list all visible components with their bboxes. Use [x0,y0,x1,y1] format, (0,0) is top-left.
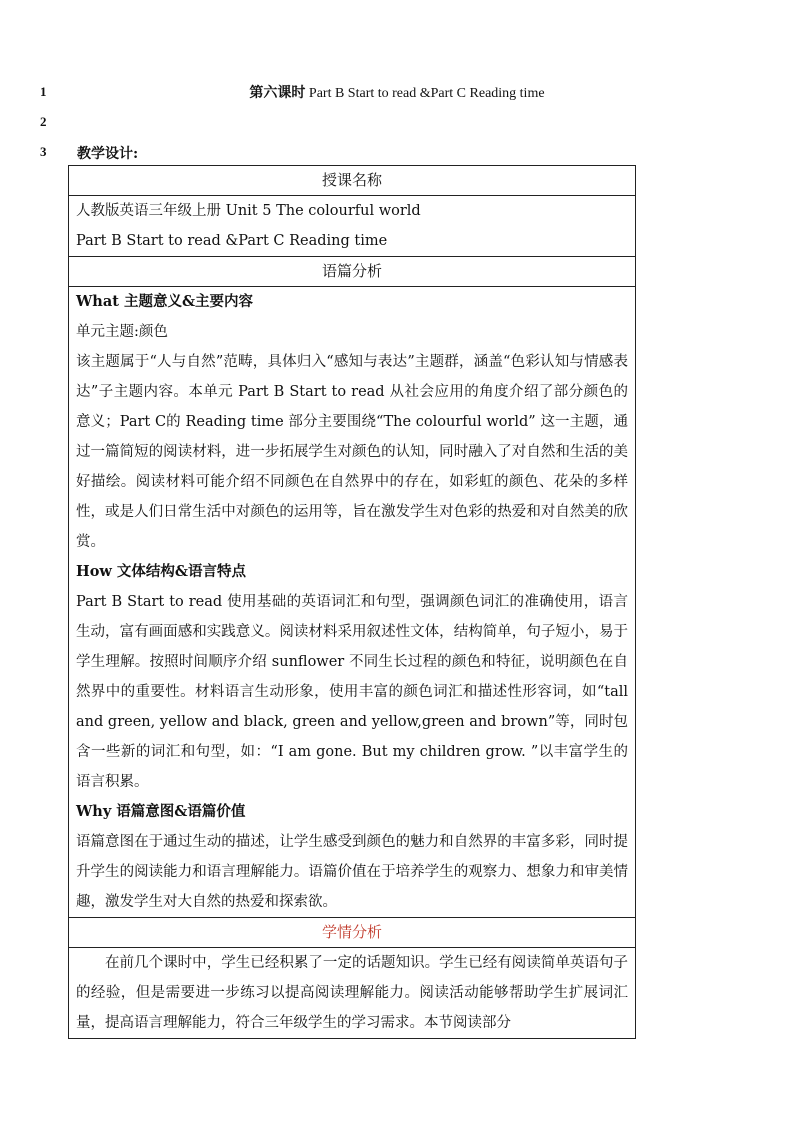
what-heading: What 主题意义&主要内容 [76,293,254,310]
lesson-design-table [68,165,636,1039]
learner-paragraph: 在前几个课时中，学生已经积累了一定的话题知识。学生已经有阅读简单英语句子的经验，但是需要进一步练习以提高阅读理解能力。阅读活动能够帮助学生扩展词汇量，提高语言理解能力，符合三年级学生的学习需求。本节阅读部分 [76,955,628,1031]
design-label: 教学设计: [77,146,139,162]
line-number-1: 1 [40,84,47,99]
how-heading: How 文体结构&语言特点 [76,563,246,580]
page-title [0,82,794,102]
why-heading: Why 语篇意图&语篇价值 [76,803,246,820]
analysis-header: 语篇分析 [69,257,636,287]
learner-cell [69,948,636,1039]
title-lesson: 第六课时 [249,86,306,101]
course-header: 授课名称 [69,166,636,196]
why-paragraph: 语篇意图在于通过生动的描述，让学生感受到颜色的魅力和自然界的丰富多彩，同时提升学生的阅读能力和语言理解能力。语篇价值在于培养学生的观察力、想象力和审美情趣，激发学生对大自然的热爱和探索欲。 [76,834,628,910]
how-paragraph: Part B Start to read 使用基础的英语词汇和句型，强调颜色词汇的准确使用，语言生动，富有画面感和实践意义。阅读材料采用叙述性文体，结构简单，句子短小，易于学生理解。按照时间顺序介绍 sunflower 不同生长过程的颜色和特征，说明颜色在自然界中的重要性。材料语言生动形象，使用丰富的颜色词汇和描述性形容词，如“tall and green, yellow and black, green and yellow,green and brown”等，同时包含一些新的词汇和句型，如：“I am gone. But my children grow. ”以丰富学生的语言积累。 [76,594,628,790]
course-line-2: Part B Start to read &Part C Reading time [76,233,388,249]
line-number-3: 3 [40,144,47,159]
line-number-2: 2 [40,114,47,129]
analysis-cell [69,287,636,918]
learner-header: 学情分析 [69,918,636,948]
course-line-1: 人教版英语三年级上册 Unit 5 The colourful world [76,203,421,219]
what-paragraph: 该主题属于“人与自然”范畴，具体归入“感知与表达”主题群，涵盖“色彩认知与情感表达”子主题内容。本单元 Part B Start to read 从社会应用的角度介绍了部分颜色的意义；Part C的 Reading time 部分主要围绕“The colourful world” 这一主题，通过一篇简短的阅读材料，进一步拓展学生对颜色的认知，同时融入了对自然和生活的美好描绘。阅读材料可能介绍不同颜色在自然界中的存在，如彩虹的颜色、花朵的多样性，或是人们日常生活中对颜色的运用等，旨在激发学生对色彩的热爱和对自然美的欣赏。 [76,354,628,550]
title-part: Part B Start to read &Part C Reading time [305,86,545,101]
unit-theme: 单元主题:颜色 [76,324,168,340]
course-cell [69,196,636,257]
